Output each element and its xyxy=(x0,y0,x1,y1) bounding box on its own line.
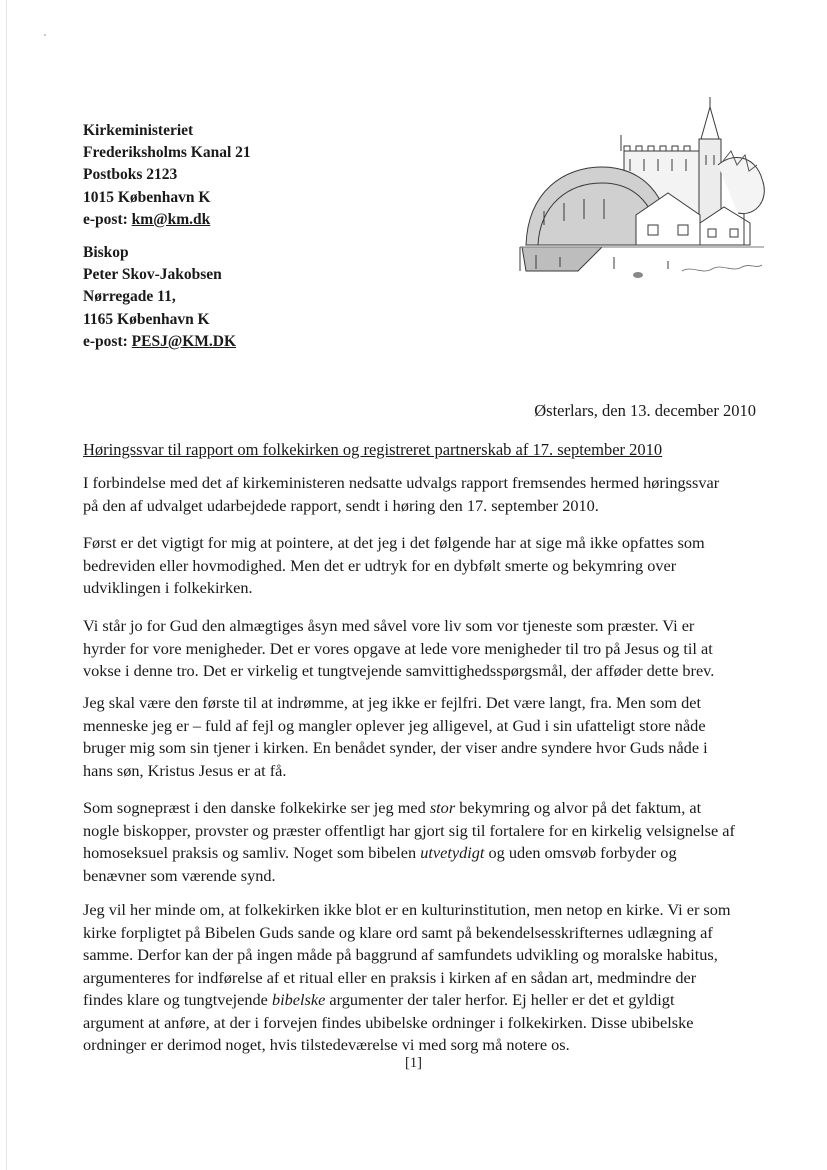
paragraph-line: Først er det vigtigt for mig at pointere, at det jeg i det følgende har at sige må ikke opfattes som xyxy=(83,533,705,552)
text-run: homoseksuel praksis og samliv. Noget som bibelen xyxy=(83,843,421,862)
bishop-name: Peter Skov-Jakobsen xyxy=(83,266,222,284)
paragraph-line xyxy=(83,797,763,820)
paragraph-line: benævner som værende synd. xyxy=(83,865,276,885)
bishop-street: Nørregade 11, xyxy=(83,288,176,306)
paragraph-line: bruger mig som sin tjener i kirken. En benådet synder, der viser andre syndere hvor Guds nåde i xyxy=(83,738,708,757)
bishop-title: Biskop xyxy=(83,244,129,261)
paragraph-line: menneske jeg er – fuld af fejl og mangler oplever jeg alligevel, at Gud i sin ufatteligt store nåde xyxy=(83,715,706,735)
recipient-address xyxy=(83,120,251,231)
text-run: og uden omsvøb forbyder og xyxy=(484,843,677,862)
page-number: [1] xyxy=(405,1055,422,1071)
body-paragraph xyxy=(83,615,763,683)
subject-heading: Høringssvar til rapport om folkekirken og registreret partnerskab af 17. september 2010 xyxy=(83,440,663,459)
paragraph-line: bedreviden eller hovmodighed. Men det er udtryk for en dybfølt smerte og bekymring over xyxy=(83,555,677,575)
body-paragraph xyxy=(83,797,763,887)
paragraph-line xyxy=(83,989,763,1012)
date-line: Østerlars, den 13. december 2010 xyxy=(534,401,756,420)
body-paragraph xyxy=(83,472,763,517)
paragraph-line: kirke forpligtet på Bibelen Guds sande og klare ord samt på bekendelsesskrifternes udlægning af xyxy=(83,922,713,942)
paragraph-line: Jeg vil her minde om, at folkekirken ikke blot er en kulturinstitution, men netop en kirke. Vi er som xyxy=(83,900,731,919)
emphasis-text: bibelske xyxy=(271,990,326,1009)
church-sketch-image xyxy=(518,95,768,290)
bishop-city: 1165 København K xyxy=(83,310,210,328)
bishop-address xyxy=(83,242,236,353)
paragraph-line: Jeg skal være den første til at indrømme, at jeg ikke er fejlfri. Det være langt, fra. Men som det xyxy=(83,693,702,712)
paragraph-line: argumenteres for indførelse af et ritual eller en praksis i kirken af en sådan art, medmindre der xyxy=(83,967,697,987)
recipient-name: Kirkeministeriet xyxy=(83,122,194,139)
text-run: findes klare og tungtvejende xyxy=(83,990,272,1009)
paragraph-line: hyrder for vore menigheder. Det er vores opgave at lede vore menigheder til tro på Jesus og til at xyxy=(83,638,713,658)
body-paragraph xyxy=(83,899,763,1057)
paragraph-line: I forbindelse med det af kirkeministeren nedsatte udvalgs rapport fremsendes hermed høringssvar xyxy=(83,473,720,492)
emphasis-text: utvetydigt xyxy=(420,843,485,862)
text-run: Som sognepræst i den danske folkekirke ser jeg med xyxy=(83,798,430,817)
paragraph-line: hans søn, Kristus Jesus er at få. xyxy=(83,760,287,780)
bishop-email-line xyxy=(83,331,236,353)
paragraph-line: på den af udvalget udarbejdede rapport, sendt i høring den 17. september 2010. xyxy=(83,495,599,515)
scan-speck xyxy=(44,34,46,36)
recipient-pobox: Postboks 2123 xyxy=(83,166,178,184)
paragraph-line: udviklingen i folkekirken. xyxy=(83,578,253,597)
bishop-email-link[interactable]: PESJ@KM.DK xyxy=(131,332,237,350)
recipient-email-link[interactable]: km@km.dk xyxy=(131,210,211,228)
body-paragraph xyxy=(83,692,763,782)
text-run: bekymring og alvor på det faktum, at xyxy=(455,798,702,817)
emphasis-text: stor xyxy=(429,798,456,817)
paragraph-line: nogle biskopper, provster og præster offentligt har gjort sig til fortalere for en kirkelig velsignelse af xyxy=(83,820,735,840)
recipient-email-label: e-post: xyxy=(83,210,128,228)
recipient-street: Frederiksholms Kanal 21 xyxy=(83,144,251,162)
bishop-email-label: e-post: xyxy=(83,332,128,350)
paragraph-line xyxy=(83,842,763,865)
paragraph-line: ordninger er derimod noget, hvis tilstedeværelse vi med sorg må notere os. xyxy=(83,1035,570,1054)
recipient-city: 1015 København K xyxy=(83,188,211,206)
body-paragraph xyxy=(83,532,763,600)
text-run: argumenter der taler herfor. Ej heller er det et gyldigt xyxy=(325,990,675,1009)
scan-edge-line xyxy=(6,0,7,1170)
paragraph-line: argument at anføre, at der i forvejen findes ubibelske ordninger i folkekirken. Disse ubibelske xyxy=(83,1012,694,1032)
paragraph-line: samme. Derfor kan der på ingen måde på baggrund af samfundets udvikling og moralske habitus, xyxy=(83,945,718,964)
recipient-email-line xyxy=(83,209,251,231)
paragraph-line: Vi står jo for Gud den almægtiges åsyn med såvel vore liv som vor tjeneste som præster. Vi er xyxy=(83,616,695,635)
paragraph-line: vokse i denne tro. Det er virkelig et tungtvejende samvittighedsspørgsmål, der afføder dette brev. xyxy=(83,661,715,680)
